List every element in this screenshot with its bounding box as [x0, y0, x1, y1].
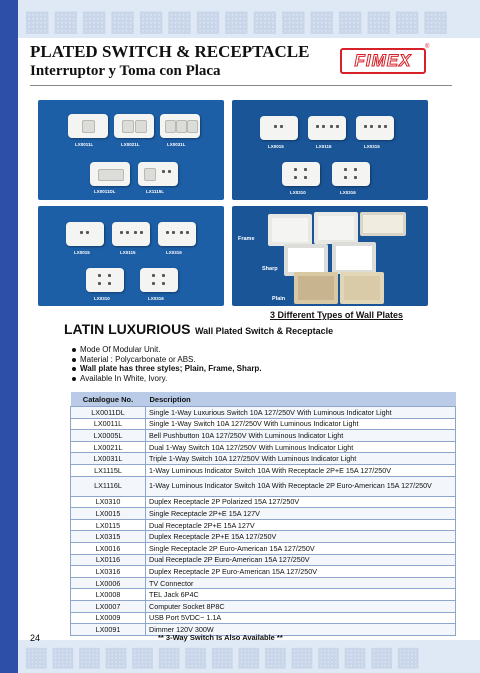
product-label: LX0310 — [94, 296, 110, 301]
description: Computer Socket 8P8C — [146, 600, 456, 612]
socket-hole — [108, 274, 111, 277]
description: TV Connector — [146, 577, 456, 589]
receptacle-plate — [86, 268, 124, 292]
brand-logo — [340, 48, 426, 74]
product-label: LX0315 — [166, 250, 182, 255]
table-row — [71, 441, 456, 453]
table-row — [71, 430, 456, 442]
section-title: LATIN LUXURIOUS — [64, 321, 191, 337]
description: USB Port 5VDC~ 1.1A — [146, 612, 456, 624]
catalogue-number: LX0007 — [71, 600, 146, 612]
catalogue-table — [70, 392, 456, 636]
description: 1-Way Luminous Indicator Switch 10A With Receptacle 2P Euro-American 15A 127/250V — [146, 476, 456, 496]
socket-hole — [98, 274, 101, 277]
socket-hole — [280, 125, 283, 128]
socket-hole — [364, 125, 367, 128]
socket-hole — [322, 125, 325, 128]
receptacle-plate — [356, 116, 394, 140]
switch-plate — [114, 114, 154, 138]
socket-hole — [304, 168, 307, 171]
table-row — [71, 476, 456, 496]
catalogue-number: LX0091 — [71, 624, 146, 636]
product-label: LX0115 — [120, 250, 136, 255]
plate-type-label: Sharp — [262, 266, 278, 272]
page-title-spanish: Interruptor y Toma con Placa — [30, 63, 221, 79]
switch-plate — [90, 162, 130, 186]
catalogue-number: LX0008 — [71, 589, 146, 601]
product-label: LX0031L — [167, 142, 186, 147]
description: Bell Pushbutton 10A 127/250V With Luminous Indicator Light — [146, 430, 456, 442]
socket-hole — [336, 125, 339, 128]
page-number: 24 — [30, 633, 41, 643]
description: Triple 1-Way Switch 10A 127/250V With Luminous Indicator Light — [146, 453, 456, 465]
switch-rocker — [122, 120, 134, 133]
socket-hole — [274, 125, 277, 128]
photo-receptacles-variant — [38, 206, 224, 306]
table-row — [71, 496, 456, 508]
socket-hole — [384, 125, 387, 128]
frame-plate — [314, 212, 358, 244]
socket-hole — [162, 170, 165, 173]
catalogue-number: LX0006 — [71, 577, 146, 589]
switch-rocker — [98, 169, 124, 181]
socket-hole — [134, 231, 137, 234]
section-heading — [64, 321, 333, 339]
socket-hole — [80, 231, 83, 234]
switch-plate — [68, 114, 108, 138]
socket-hole — [120, 231, 123, 234]
catalogue-number: LX0005L — [71, 430, 146, 442]
description: Single 1-Way Switch 10A 127/250V With Luminous Indicator Light — [146, 418, 456, 430]
socket-hole — [344, 176, 347, 179]
title-divider — [30, 85, 452, 86]
receptacle-plate — [282, 162, 320, 186]
switch-rocker — [165, 120, 176, 133]
catalogue-number: LX0115 — [71, 519, 146, 531]
receptacle-plate — [260, 116, 298, 140]
product-label: LX0315 — [364, 144, 380, 149]
product-label: LX0115 — [316, 144, 332, 149]
description: 1-Way Luminous Indicator Switch 10A With Receptacle 2P+E 15A 127/250V — [146, 464, 456, 476]
receptacle-plate — [332, 162, 370, 186]
socket-hole — [140, 231, 143, 234]
table-row — [71, 531, 456, 543]
feature-item: Available In White, Ivory. — [72, 374, 262, 384]
socket-hole — [166, 231, 169, 234]
table-row — [71, 577, 456, 589]
socket-hole — [344, 168, 347, 171]
frame-plate — [360, 212, 406, 236]
catalogue-number: LX0021L — [71, 441, 146, 453]
product-label: LX1115L — [146, 189, 165, 194]
footnote: ** 3-Way Switch Is Also Available ** — [158, 633, 283, 642]
socket-hole — [378, 125, 381, 128]
description: Duplex Receptacle 2P Euro-American 15A 127/250V — [146, 566, 456, 578]
socket-hole — [172, 231, 175, 234]
description: Duplex Receptacle 2P+E 15A 127/250V — [146, 531, 456, 543]
catalogue-number: LX1116L — [71, 476, 146, 496]
table-row — [71, 554, 456, 566]
catalogue-number: LX0031L — [71, 453, 146, 465]
socket-hole — [370, 125, 373, 128]
feature-item: Wall plate has three styles; Plain, Frame, Sharp. — [72, 364, 262, 374]
photo-switches — [38, 100, 224, 200]
table-row — [71, 612, 456, 624]
column-header-catalogue: Catalogue No. — [71, 392, 146, 407]
frame-plate — [268, 214, 312, 246]
socket-hole — [162, 282, 165, 285]
feature-item: Material : Polycarbonate or ABS. — [72, 355, 262, 365]
product-label: LX0015 — [74, 250, 90, 255]
socket-hole — [108, 282, 111, 285]
socket-hole — [98, 282, 101, 285]
feature-item: Mode Of Modular Unit. — [72, 345, 262, 355]
switch-rocker — [187, 120, 198, 133]
switch-plate — [160, 114, 200, 138]
socket-hole — [294, 176, 297, 179]
table-row — [71, 453, 456, 465]
catalogue-number: LX0015 — [71, 508, 146, 520]
table-row — [71, 418, 456, 430]
socket-hole — [180, 231, 183, 234]
receptacle-plate — [140, 268, 178, 292]
socket-hole — [294, 168, 297, 171]
socket-hole — [354, 168, 357, 171]
top-decorative-pattern: ▦▦▦▦▦▦▦▦▦▦▦▦▦▦▦ — [18, 0, 480, 38]
socket-hole — [330, 125, 333, 128]
catalogue-number: LX0316 — [71, 566, 146, 578]
description: Dual Receptacle 2P+E 15A 127V — [146, 519, 456, 531]
catalogue-number: LX0009 — [71, 612, 146, 624]
description: Dual Receptacle 2P Euro-American 15A 127/250V — [146, 554, 456, 566]
table-row — [71, 508, 456, 520]
page-title-english: PLATED SWITCH & RECEPTACLE — [30, 42, 310, 61]
receptacle-plate — [66, 222, 104, 246]
table-row — [71, 519, 456, 531]
table-row — [71, 464, 456, 476]
catalogue-number: LX0315 — [71, 531, 146, 543]
sharp-plate — [332, 242, 376, 274]
wall-plate-types-caption: 3 Different Types of Wall Plates — [270, 310, 404, 320]
table-row — [71, 589, 456, 601]
photo-wall-plate-types — [232, 206, 428, 306]
catalogue-number: LX0310 — [71, 496, 146, 508]
table-row — [71, 542, 456, 554]
product-label: LX0310 — [290, 190, 306, 195]
bottom-decorative-pattern: ▦▦▦▦▦▦▦▦▦▦▦▦▦▦▦ — [18, 640, 480, 673]
receptacle-plate — [112, 222, 150, 246]
socket-hole — [186, 231, 189, 234]
socket-hole — [354, 176, 357, 179]
socket-hole — [126, 231, 129, 234]
description: Single 1-Way Luxurious Switch 10A 127/250V With Luminous Indicator Light — [146, 407, 456, 419]
receptacle-plate — [308, 116, 346, 140]
feature-list — [72, 345, 262, 383]
switch-rocker — [144, 168, 156, 181]
table-row — [71, 566, 456, 578]
product-label: LX0316 — [148, 296, 164, 301]
left-color-band — [0, 0, 18, 673]
switch-rocker — [82, 120, 95, 133]
catalogue-number: LX0011DL — [71, 407, 146, 419]
description: Dimmer 120V 300W — [146, 624, 456, 636]
product-label: LX0011DL — [94, 189, 116, 194]
socket-hole — [304, 176, 307, 179]
product-label: LX0021L — [121, 142, 140, 147]
plain-plate — [294, 272, 338, 304]
description: Single Receptacle 2P+E 15A 127V — [146, 508, 456, 520]
socket-hole — [152, 274, 155, 277]
plate-type-label: Plain — [272, 296, 286, 302]
socket-hole — [168, 170, 171, 173]
table-header-row — [71, 392, 456, 407]
description: TEL Jack 6P4C — [146, 589, 456, 601]
description: Duplex Receptacle 2P Polarized 15A 127/250V — [146, 496, 456, 508]
product-label: LX0316 — [340, 190, 356, 195]
catalogue-number: LX0016 — [71, 542, 146, 554]
catalogue-number: LX1115L — [71, 464, 146, 476]
socket-hole — [316, 125, 319, 128]
product-label: LX0011L — [75, 142, 94, 147]
socket-hole — [152, 282, 155, 285]
socket-hole — [162, 274, 165, 277]
description: Single Receptacle 2P Euro-American 15A 127/250V — [146, 542, 456, 554]
registered-mark: ® — [425, 44, 430, 50]
table-row — [71, 407, 456, 419]
catalogue-number: LX0011L — [71, 418, 146, 430]
photo-receptacles — [232, 100, 428, 200]
plate-type-label: Frame — [238, 236, 255, 242]
brand-logo-text: FIMEX — [354, 51, 412, 70]
table-row — [71, 600, 456, 612]
column-header-description: Description — [146, 392, 456, 407]
plain-plate — [340, 272, 384, 304]
switch-plate — [138, 162, 178, 186]
section-subtitle: Wall Plated Switch & Receptacle — [194, 326, 334, 336]
catalogue-number: LX0116 — [71, 554, 146, 566]
receptacle-plate — [158, 222, 196, 246]
switch-rocker — [135, 120, 147, 133]
product-label: LX0015 — [268, 144, 284, 149]
switch-rocker — [176, 120, 187, 133]
description: Dual 1-Way Switch 10A 127/250V With Luminous Indicator Light — [146, 441, 456, 453]
socket-hole — [86, 231, 89, 234]
